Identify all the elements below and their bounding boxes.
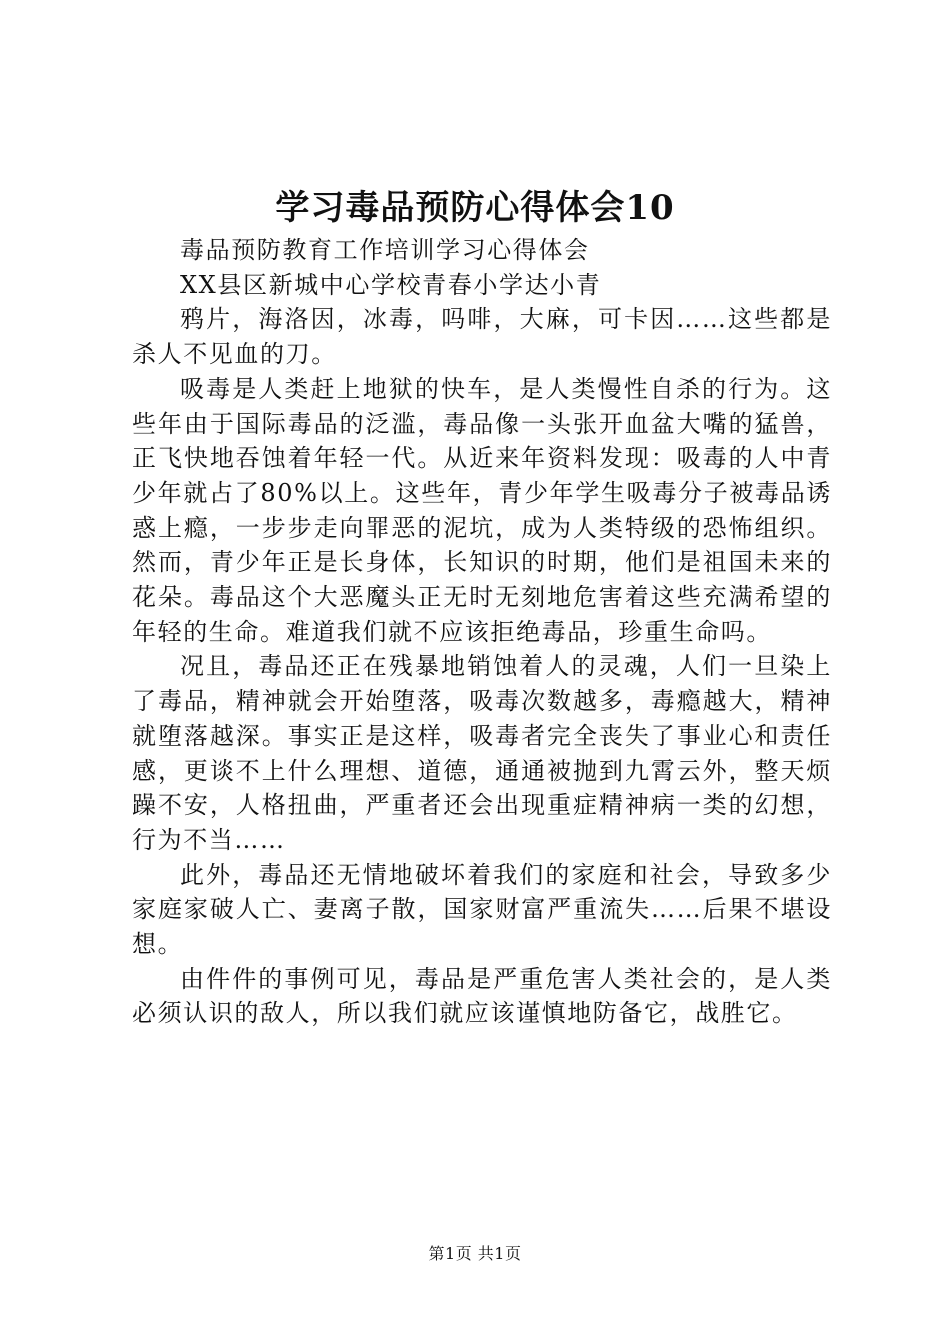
paragraph: 此外，毒品还无情地破坏着我们的家庭和社会，导致多少家庭家破人亡、妻离子散，国家财富严重流失……后果不堪设想。 [132,860,832,959]
paragraph: 吸毒是人类赶上地狱的快车，是人类慢性自杀的行为。这些年由于国际毒品的泛滥，毒品像一头张开血盆大嘴的猛兽，正飞快地吞蚀着年轻一代。从近来年资料发现：吸毒的人中青少年就占了80%以上。这些年，青少年学生吸毒分子被毒品诱惑上瘾，一步步走向罪恶的泥坑，成为人类特级的恐怖组织。然而，青少年正是长身体，长知识的时期，他们是祖国未来的花朵。毒品这个大恶魔头正无时无刻地危害着这些充满希望的年轻的生命。难道我们就不应该拒绝毒品，珍重生命吗。 [132,374,832,646]
paragraph-subtitle: 毒品预防教育工作培训学习心得体会 [180,236,590,264]
paragraph-author: XX县区新城中心学校青春小学达小青 [180,270,602,299]
paragraph: 由件件的事例可见，毒品是严重危害人类社会的，是人类必须认识的敌人，所以我们就应该谨慎地防备它，战胜它。 [132,964,832,1028]
document-body [132,233,832,1031]
page-footer: 第1页 共1页 [428,1244,522,1263]
paragraph: 况且，毒品还正在残暴地销蚀着人的灵魂，人们一旦染上了毒品，精神就会开始堕落，吸毒次数越多，毒瘾越大，精神就堕落越深。事实正是这样，吸毒者完全丧失了事业心和责任感，更谈不上什么理想、道德，通通被抛到九霄云外，整天烦躁不安，人格扭曲，严重者还会出现重症精神病一类的幻想，行为不当…… [132,652,832,854]
document-title: 学习毒品预防心得体会10 [275,188,675,228]
paragraph: 鸦片，海洛因，冰毒，吗啡，大麻，可卡因……这些都是杀人不见血的刀。 [132,305,832,369]
